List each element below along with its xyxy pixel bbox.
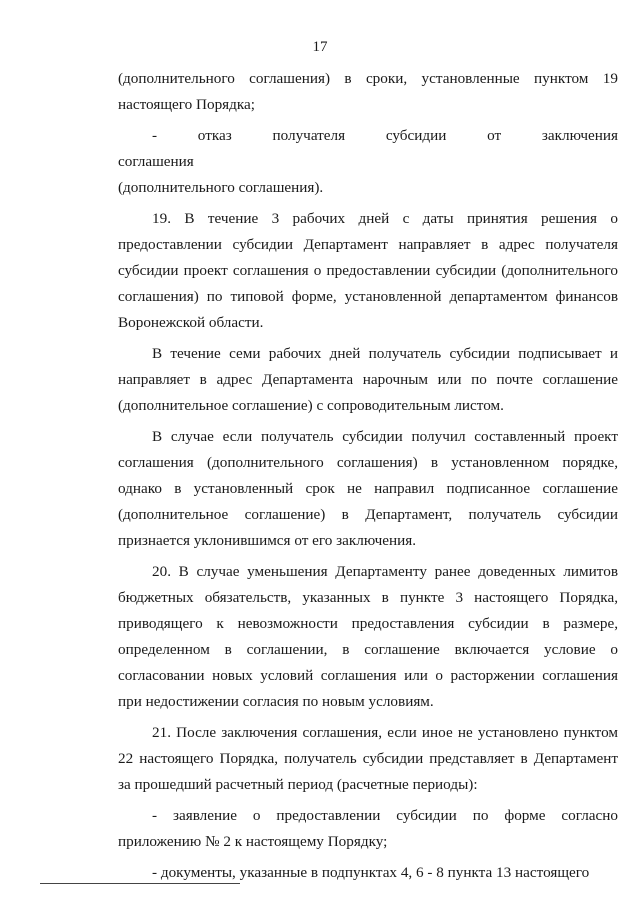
- paragraph: (дополнительного соглашения).: [118, 179, 324, 196]
- paragraph: 21. После заключения соглашения, если иное не установлено пунктом 22 настоящего Порядка, получатель субсидии представляет в Департамент за прошедший расчетный период (расчетные периоды):: [118, 724, 618, 793]
- list-item: - заявление о предоставлении субсидии по форме согласно приложению № 2 к настоящему Порядку;: [118, 807, 618, 850]
- document-body: [118, 66, 618, 891]
- paragraph: 20. В случае уменьшения Департаменту ранее доведенных лимитов бюджетных обязательств, указанных в пункте 3 настоящего Порядка, приводящего к невозможности предоставления субсидии в размере, определенном в соглашении, в соглашение включается условие о согласовании новых условий соглашения или о расторжении соглашения при недостижении согласия по новым условиям.: [118, 563, 618, 710]
- list-item: - документы, указанные в подпунктах 4, 6 - 8 пункта 13 настоящего: [152, 864, 590, 881]
- page-number: 17: [312, 39, 328, 55]
- paragraph: (дополнительного соглашения) в сроки, установленные пунктом 19 настоящего Порядка;: [118, 70, 618, 113]
- paragraph: В течение семи рабочих дней получатель субсидии подписывает и направляет в адрес Департамента нарочным или по почте соглашение (дополнительное соглашение) с сопроводительным листом.: [118, 345, 618, 414]
- list-item: - отказ получателя субсидии от заключения соглашения: [118, 127, 618, 170]
- paragraph: 19. В течение 3 рабочих дней с даты принятия решения о предоставлении субсидии Департамент направляет в адрес получателя субсидии проект соглашения о предоставлении субсидии (дополнительного соглашения) по типовой форме, установленной департаментом финансов Воронежской области.: [118, 210, 618, 331]
- paragraph: В случае если получатель субсидии получил составленный проект соглашения (дополнительного соглашения) в установленном порядке, однако в установленный срок не направил подписанное соглашение (дополнительное соглашение) в Департамент, получатель субсидии признается уклонившимся от его заключения.: [118, 428, 618, 549]
- footnote-divider: [40, 883, 240, 884]
